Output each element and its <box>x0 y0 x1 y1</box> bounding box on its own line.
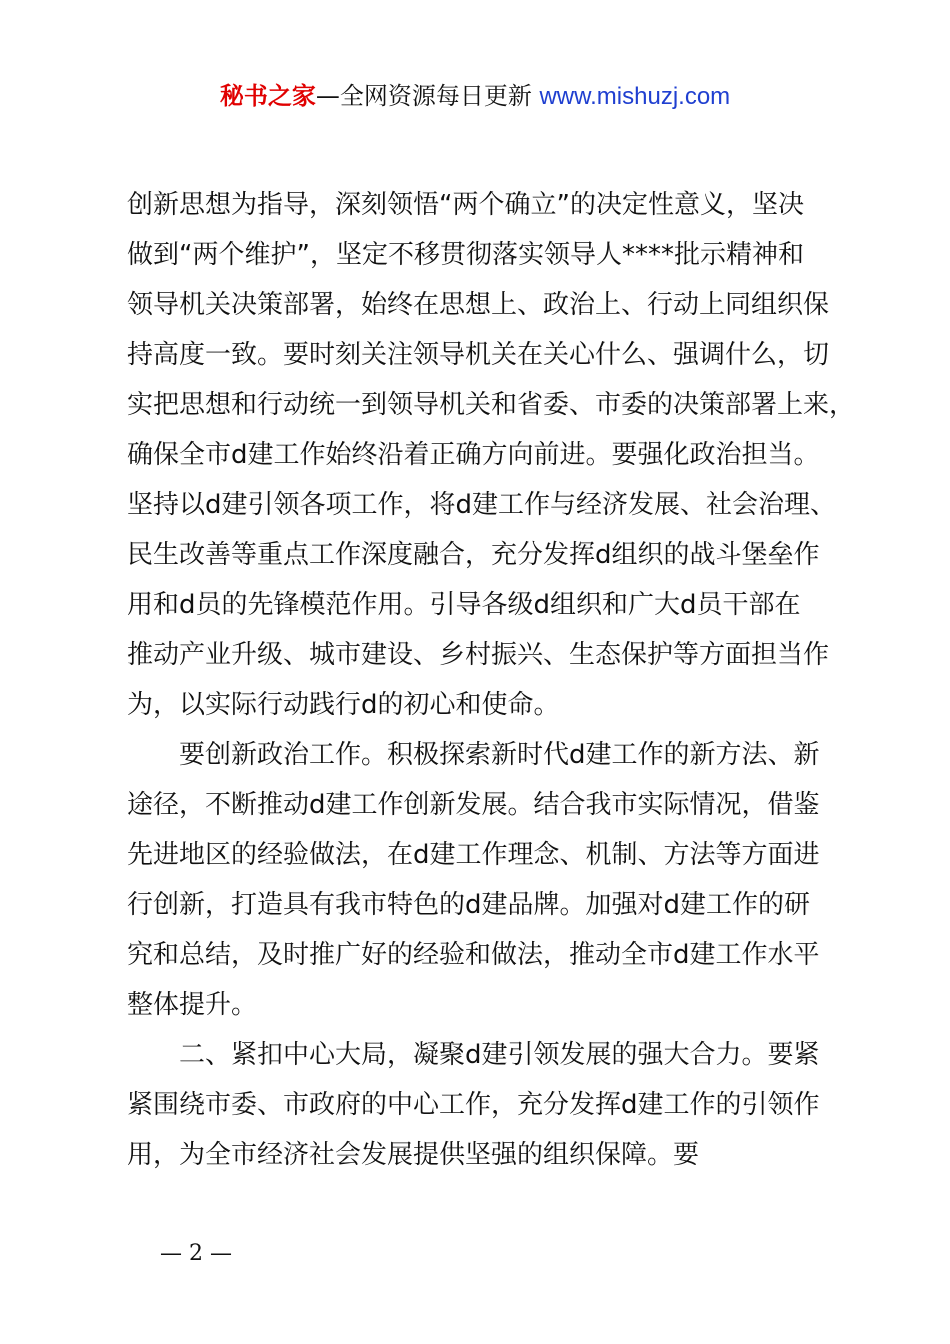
site-header <box>0 80 950 113</box>
text-line: 究和总结，及时推广好的经验和做法，推动全市d建工作水平 <box>127 940 820 970</box>
text-line: 坚持以d建引领各项工作，将d建工作与经济发展、社会治理、 <box>127 490 837 520</box>
text-line: 领导机关决策部署，始终在思想上、政治上、行动上同组织保 <box>127 290 830 320</box>
text-line: 二、紧扣中心大局，凝聚d建引领发展的强大合力。要紧 <box>179 1040 820 1070</box>
text-line: 整体提升。 <box>127 990 258 1020</box>
document-body <box>127 180 856 1180</box>
site-url[interactable]: www.mishuzj.com <box>539 83 731 110</box>
text-line: 民生改善等重点工作深度融合，充分发挥d组织的战斗堡垒作 <box>127 540 820 570</box>
text-line: 用和d员的先锋模范作用。引导各级d组织和广大d员干部在 <box>127 590 801 620</box>
text-line: 用，为全市经济社会发展提供坚强的组织保障。要 <box>127 1140 700 1170</box>
text-line: 持高度一致。要时刻关注领导机关在关心什么、强调什么，切 <box>127 340 830 370</box>
text-line: 推动产业升级、城市建设、乡村振兴、生态保护等方面担当作 <box>127 640 830 670</box>
text-line: 行创新，打造具有我市特色的d建品牌。加强对d建工作的研 <box>127 890 811 920</box>
text-line: 为，以实际行动践行d的初心和使命。 <box>127 690 560 720</box>
brand-name: 秘书之家 <box>219 82 316 110</box>
header-tagline: —全网资源每日更新 <box>315 82 540 110</box>
page-number: — 2 — <box>160 1241 232 1266</box>
text-line: 确保全市d建工作始终沿着正确方向前进。要强化政治担当。 <box>127 440 820 470</box>
text-line: 创新思想为指导，深刻领悟“两个确立”的决定性意义，坚决 <box>127 190 804 220</box>
text-line: 途径，不断推动d建工作创新发展。结合我市实际情况，借鉴 <box>127 790 820 820</box>
text-line: 紧围绕市委、市政府的中心工作，充分发挥d建工作的引领作 <box>127 1090 820 1120</box>
text-line: 要创新政治工作。积极探索新时代d建工作的新方法、新 <box>179 740 820 770</box>
text-line: 实把思想和行动统一到领导机关和省委、市委的决策部署上来， <box>127 390 856 420</box>
text-line: 先进地区的经验做法，在d建工作理念、机制、方法等方面进 <box>127 840 820 870</box>
text-line: 做到“两个维护”，坚定不移贯彻落实领导人****批示精神和 <box>127 240 804 270</box>
